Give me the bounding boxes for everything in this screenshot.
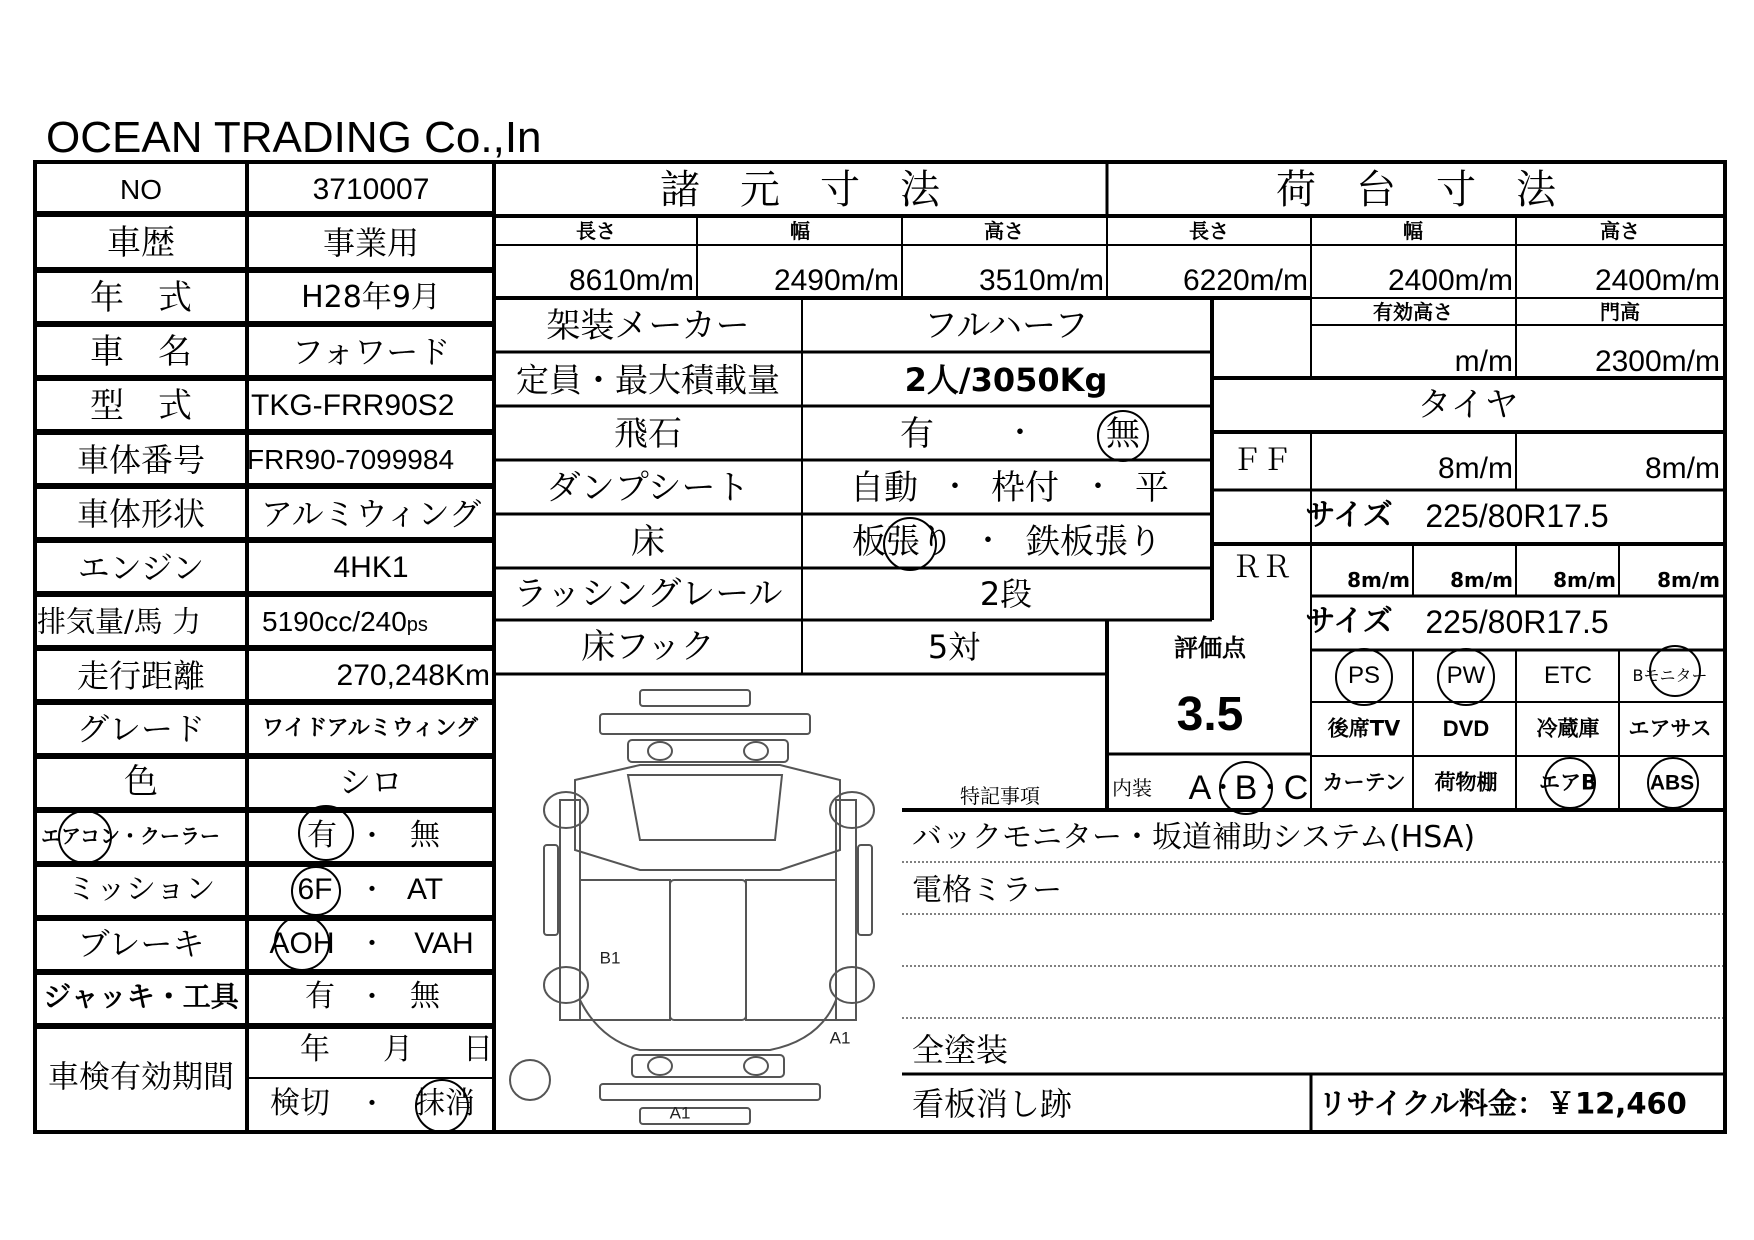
mileage-label: 走行距離 bbox=[76, 657, 206, 695]
builder-value: フルハーフ bbox=[923, 306, 1089, 346]
ff-size-value: 225/80R17.5 bbox=[1425, 498, 1609, 534]
rr-value-4: 8m/m bbox=[1657, 568, 1720, 592]
mileage-value: 270,248Km bbox=[336, 659, 490, 692]
bed-height-value: 2400m/m bbox=[1594, 264, 1720, 297]
interior-dot-1: ・ bbox=[1208, 771, 1238, 804]
table-grid bbox=[35, 162, 1725, 1132]
eff-height-value: m/m bbox=[1454, 345, 1513, 378]
spec-height-value: 3510m/m bbox=[978, 264, 1104, 297]
name-label: 車 名 bbox=[90, 332, 192, 372]
spec-width-value: 2490m/m bbox=[773, 264, 899, 297]
capacity-label: 定員・最大積載量 bbox=[516, 360, 780, 400]
chassis-value: FRR90-7099984 bbox=[247, 444, 455, 475]
inspection-day: 日 bbox=[463, 1032, 493, 1067]
damage-mark-a1-rear: A1 bbox=[669, 1103, 691, 1123]
ff-size-label: サイズ bbox=[1305, 498, 1393, 533]
ff-value-1: 8m/m bbox=[1438, 452, 1513, 485]
rr-value-3: 8m/m bbox=[1553, 568, 1616, 592]
note-line-2: 電格ミラー bbox=[912, 873, 1062, 908]
interior-label: 内装 bbox=[1112, 776, 1152, 800]
note-line-5: 全塗装 bbox=[912, 1031, 1009, 1069]
displacement-number: 5190cc/240 bbox=[262, 606, 407, 637]
interior-grade-a: A bbox=[1188, 769, 1212, 807]
hook-label: 床フック bbox=[581, 627, 715, 667]
option-etc: ETC bbox=[1544, 662, 1592, 689]
year-value: H28年9月 bbox=[301, 280, 441, 315]
ff-label: ＦＦ bbox=[1232, 443, 1292, 478]
score-value: 3.5 bbox=[1176, 688, 1244, 741]
recycle-fee: リサイクル料金：￥12,460 bbox=[1318, 1086, 1687, 1121]
floor-board: 板張り bbox=[852, 522, 954, 562]
year-label: 年 式 bbox=[90, 278, 192, 318]
brake-dot: ・ bbox=[357, 927, 387, 960]
stone-no: 無 bbox=[1106, 414, 1140, 454]
spec-width-label: 幅 bbox=[790, 219, 810, 243]
interior-grade-c: C bbox=[1283, 769, 1309, 807]
bed-width-label: 幅 bbox=[1403, 219, 1423, 243]
engine-value: 4HK1 bbox=[333, 551, 409, 584]
dump-label: ダンプシート bbox=[546, 468, 750, 508]
engine-label: エンジン bbox=[77, 549, 205, 587]
hook-value: 5対 bbox=[927, 628, 981, 666]
rr-size-value: 225/80R17.5 bbox=[1425, 604, 1609, 640]
damage-mark-b1: B1 bbox=[599, 948, 621, 968]
option-abs: ABS bbox=[1649, 771, 1695, 795]
lashing-label: ラッシングレール bbox=[513, 574, 783, 614]
option-fridge: 冷蔵庫 bbox=[1536, 716, 1600, 741]
option-airbag: エアB bbox=[1538, 770, 1598, 795]
grade-label: グレード bbox=[76, 710, 206, 748]
no-label: NO bbox=[120, 174, 162, 205]
brake-label: ブレーキ bbox=[77, 925, 205, 963]
dump-flat: 平 bbox=[1135, 468, 1169, 508]
aircon-yes: 有 bbox=[307, 818, 337, 853]
mission-label: ミッション bbox=[66, 872, 216, 907]
dump-dot-2: ・ bbox=[1083, 470, 1113, 505]
eff-height-label: 有効高さ bbox=[1373, 300, 1453, 324]
option-rear-tv: 後席TV bbox=[1327, 716, 1401, 741]
aircon-dot: ・ bbox=[357, 819, 387, 852]
ff-value-2: 8m/m bbox=[1645, 452, 1720, 485]
stone-dot: ・ bbox=[1005, 416, 1035, 451]
displacement-value bbox=[262, 608, 428, 636]
capacity-value: 2人/3050Kg bbox=[904, 361, 1108, 399]
body-label: 車体形状 bbox=[76, 495, 206, 533]
damage-mark-a1-side: A1 bbox=[829, 1028, 851, 1048]
displacement-unit: ps bbox=[406, 614, 428, 636]
jack-yes: 有 bbox=[305, 979, 335, 1014]
inspection-expired: 検切 bbox=[270, 1086, 330, 1121]
inspection-deregistered: 抹消 bbox=[415, 1086, 475, 1121]
option-ps: PS bbox=[1347, 662, 1381, 689]
displacement-label: 排気量/馬 力 bbox=[37, 604, 201, 639]
brake-vah: VAH bbox=[414, 927, 474, 960]
inspection-year: 年 bbox=[300, 1032, 330, 1067]
gate-height-label: 門高 bbox=[1600, 300, 1640, 324]
bed-title: 荷 台 寸 法 bbox=[1276, 167, 1556, 213]
jack-no: 無 bbox=[410, 979, 440, 1014]
interior-grade-b: B bbox=[1234, 769, 1258, 807]
option-luggage-shelf: 荷物棚 bbox=[1434, 770, 1498, 795]
stone-yes: 有 bbox=[900, 414, 934, 454]
rr-value-2: 8m/m bbox=[1450, 568, 1513, 592]
bed-width-value: 2400m/m bbox=[1387, 264, 1513, 297]
color-label: 色 bbox=[124, 762, 158, 802]
brake-aoh: AOH bbox=[269, 927, 335, 960]
aircon-no: 無 bbox=[410, 818, 440, 853]
model-value: TKG-FRR90S2 bbox=[251, 389, 455, 422]
option-b-monitor: Bモニター bbox=[1632, 666, 1708, 685]
floor-label: 床 bbox=[631, 522, 665, 562]
grade-value: ワイドアルミウィング bbox=[261, 716, 479, 741]
spec-height-label: 高さ bbox=[984, 219, 1024, 243]
rr-value-1: 8m/m bbox=[1347, 568, 1410, 592]
option-dvd: DVD bbox=[1442, 716, 1490, 741]
mission-6f: 6F bbox=[297, 873, 333, 906]
jack-label: ジャッキ・工具 bbox=[43, 980, 239, 1013]
builder-label: 架装メーカー bbox=[546, 306, 750, 346]
history-label: 車歴 bbox=[107, 223, 175, 263]
inspection-dot: ・ bbox=[357, 1087, 387, 1120]
bed-height-label: 高さ bbox=[1600, 219, 1640, 243]
mission-at: AT bbox=[406, 873, 444, 906]
note-line-1: バックモニター・坂道補助システム(HSA) bbox=[912, 820, 1476, 855]
rr-size-label: サイズ bbox=[1305, 604, 1393, 639]
spec-length-label: 長さ bbox=[576, 219, 616, 243]
lashing-value: 2段 bbox=[979, 575, 1033, 613]
score-label: 評価点 bbox=[1174, 634, 1246, 662]
company-name: OCEAN TRADING Co.,In bbox=[46, 113, 542, 162]
gate-height-value: 2300m/m bbox=[1594, 345, 1720, 378]
tire-title: タイヤ bbox=[1417, 385, 1519, 425]
truck-damage-diagram bbox=[510, 690, 874, 1124]
option-pw: PW bbox=[1446, 662, 1486, 689]
inspection-month: 月 bbox=[383, 1032, 413, 1067]
note-line-6: 看板消し跡 bbox=[912, 1085, 1073, 1123]
stone-label: 飛石 bbox=[614, 414, 682, 454]
jack-dot: ・ bbox=[357, 980, 387, 1013]
dump-auto: 自動 bbox=[850, 468, 918, 508]
interior-dot-2: ・ bbox=[1255, 771, 1285, 804]
option-curtain: カーテン bbox=[1322, 770, 1406, 795]
color-value: シロ bbox=[338, 763, 404, 801]
inspection-label: 車検有効期間 bbox=[48, 1059, 234, 1096]
model-label: 型 式 bbox=[90, 386, 192, 426]
mission-dot: ・ bbox=[357, 873, 387, 906]
history-value: 事業用 bbox=[322, 224, 420, 262]
dump-frame: 枠付 bbox=[991, 468, 1059, 508]
option-air-suspension: エアサス bbox=[1628, 716, 1712, 741]
floor-steel: 鉄板張り bbox=[1026, 522, 1162, 562]
notes-label: 特記事項 bbox=[960, 784, 1040, 808]
bed-length-value: 6220m/m bbox=[1182, 264, 1308, 297]
dump-dot-1: ・ bbox=[940, 470, 970, 505]
rr-label: ＲＲ bbox=[1232, 550, 1292, 585]
no-value: 3710007 bbox=[312, 173, 430, 206]
body-value: アルミウィング bbox=[260, 495, 482, 533]
spec-title: 諸 元 寸 法 bbox=[660, 167, 940, 213]
chassis-label: 車体番号 bbox=[76, 441, 206, 479]
name-value: フォワード bbox=[291, 333, 451, 371]
bed-length-label: 長さ bbox=[1189, 219, 1229, 243]
spec-length-value: 8610m/m bbox=[568, 264, 694, 297]
floor-dot: ・ bbox=[973, 524, 1003, 559]
aircon-label: エアコン・クーラー bbox=[41, 824, 220, 848]
